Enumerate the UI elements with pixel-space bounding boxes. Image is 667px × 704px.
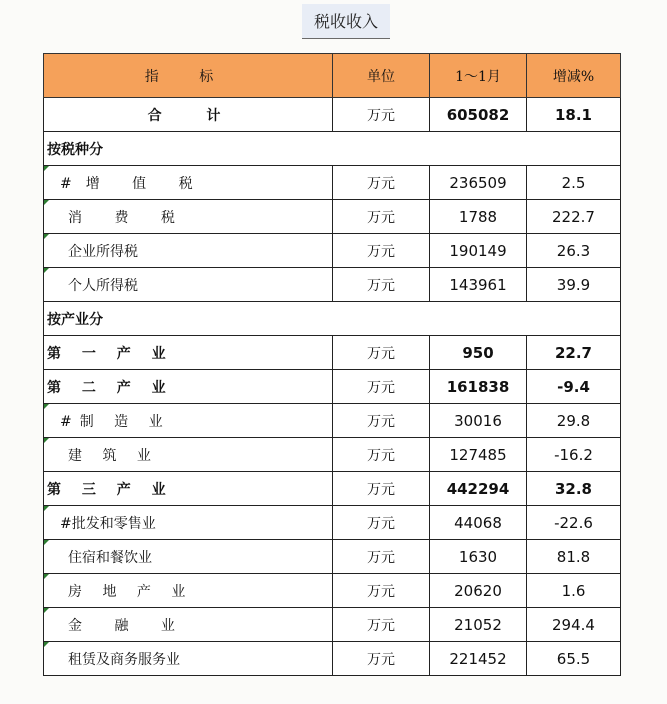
- row-name: 建 筑 业: [44, 438, 333, 472]
- row-value: 221452: [430, 642, 527, 676]
- row-change: -16.2: [527, 438, 621, 472]
- cell-marker: [44, 200, 49, 205]
- table-row: [44, 540, 621, 574]
- row-change: -22.6: [527, 506, 621, 540]
- row-name: 房 地 产 业: [44, 574, 333, 608]
- cell-marker: [44, 608, 49, 613]
- table-row: [44, 370, 621, 404]
- row-name: 金 融 业: [44, 608, 333, 642]
- row-change: 29.8: [527, 404, 621, 438]
- row-unit: 万元: [333, 200, 430, 234]
- row-name: 个人所得税: [44, 268, 333, 302]
- row-value: 44068: [430, 506, 527, 540]
- total-row: [44, 98, 621, 132]
- row-change: 39.9: [527, 268, 621, 302]
- row-unit: 万元: [333, 166, 430, 200]
- row-change: 26.3: [527, 234, 621, 268]
- row-value: 20620: [430, 574, 527, 608]
- table-row: [44, 608, 621, 642]
- table-row: [44, 506, 621, 540]
- row-change: 22.7: [527, 336, 621, 370]
- row-unit: 万元: [333, 608, 430, 642]
- header-change: 增减%: [527, 54, 621, 98]
- row-value: 161838: [430, 370, 527, 404]
- cell-marker: [44, 166, 49, 171]
- section-row-tax-type: [44, 132, 621, 166]
- row-name: 第 一 产 业: [44, 336, 333, 370]
- row-name: #制 造 业: [44, 404, 333, 438]
- row-change: 81.8: [527, 540, 621, 574]
- header-indicator: 指 标: [44, 54, 333, 98]
- row-unit: 万元: [333, 506, 430, 540]
- row-change: 222.7: [527, 200, 621, 234]
- row-unit: 万元: [333, 268, 430, 302]
- table-row: [44, 438, 621, 472]
- header-period: 1～1月: [430, 54, 527, 98]
- page-title: 税收收入: [302, 4, 390, 39]
- row-unit: 万元: [333, 642, 430, 676]
- row-unit: 万元: [333, 234, 430, 268]
- row-unit: 万元: [333, 336, 430, 370]
- row-value: 190149: [430, 234, 527, 268]
- row-change: -9.4: [527, 370, 621, 404]
- table-row: [44, 404, 621, 438]
- header-unit: 单位: [333, 54, 430, 98]
- cell-marker: [44, 506, 49, 511]
- row-value: 236509: [430, 166, 527, 200]
- total-name: 合 计: [44, 98, 333, 132]
- cell-marker: [44, 438, 49, 443]
- row-unit: 万元: [333, 404, 430, 438]
- row-value: 30016: [430, 404, 527, 438]
- table-row: [44, 336, 621, 370]
- table-row: [44, 472, 621, 506]
- row-unit: 万元: [333, 540, 430, 574]
- row-name: 企业所得税: [44, 234, 333, 268]
- table-row: [44, 200, 621, 234]
- row-change: 1.6: [527, 574, 621, 608]
- row-change: 294.4: [527, 608, 621, 642]
- row-name: 第 三 产 业: [44, 472, 333, 506]
- table-row: [44, 574, 621, 608]
- cell-marker: [44, 540, 49, 545]
- row-unit: 万元: [333, 574, 430, 608]
- cell-marker: [44, 234, 49, 239]
- row-name: 租赁及商务服务业: [44, 642, 333, 676]
- cell-marker: [44, 574, 49, 579]
- row-unit: 万元: [333, 472, 430, 506]
- table-row: [44, 642, 621, 676]
- row-value: 1788: [430, 200, 527, 234]
- row-name: #批发和零售业: [44, 506, 333, 540]
- row-change: 2.5: [527, 166, 621, 200]
- total-change: 18.1: [527, 98, 621, 132]
- table-row: [44, 268, 621, 302]
- section-label-industry: 按产业分: [44, 302, 621, 336]
- table-row: [44, 166, 621, 200]
- table-header-row: [44, 54, 621, 98]
- total-value: 605082: [430, 98, 527, 132]
- row-change: 65.5: [527, 642, 621, 676]
- row-name: 住宿和餐饮业: [44, 540, 333, 574]
- row-value: 21052: [430, 608, 527, 642]
- row-change: 32.8: [527, 472, 621, 506]
- row-value: 950: [430, 336, 527, 370]
- row-value: 127485: [430, 438, 527, 472]
- row-name: 消 费 税: [44, 200, 333, 234]
- section-row-industry: [44, 302, 621, 336]
- table-row: [44, 234, 621, 268]
- total-unit: 万元: [333, 98, 430, 132]
- section-label-tax-type: 按税种分: [44, 132, 621, 166]
- row-value: 143961: [430, 268, 527, 302]
- row-name: 第 二 产 业: [44, 370, 333, 404]
- tax-revenue-table: [43, 53, 621, 676]
- row-name: #增 值 税: [44, 166, 333, 200]
- row-unit: 万元: [333, 438, 430, 472]
- cell-marker: [44, 642, 49, 647]
- row-value: 1630: [430, 540, 527, 574]
- row-unit: 万元: [333, 370, 430, 404]
- cell-marker: [44, 404, 49, 409]
- cell-marker: [44, 268, 49, 273]
- row-value: 442294: [430, 472, 527, 506]
